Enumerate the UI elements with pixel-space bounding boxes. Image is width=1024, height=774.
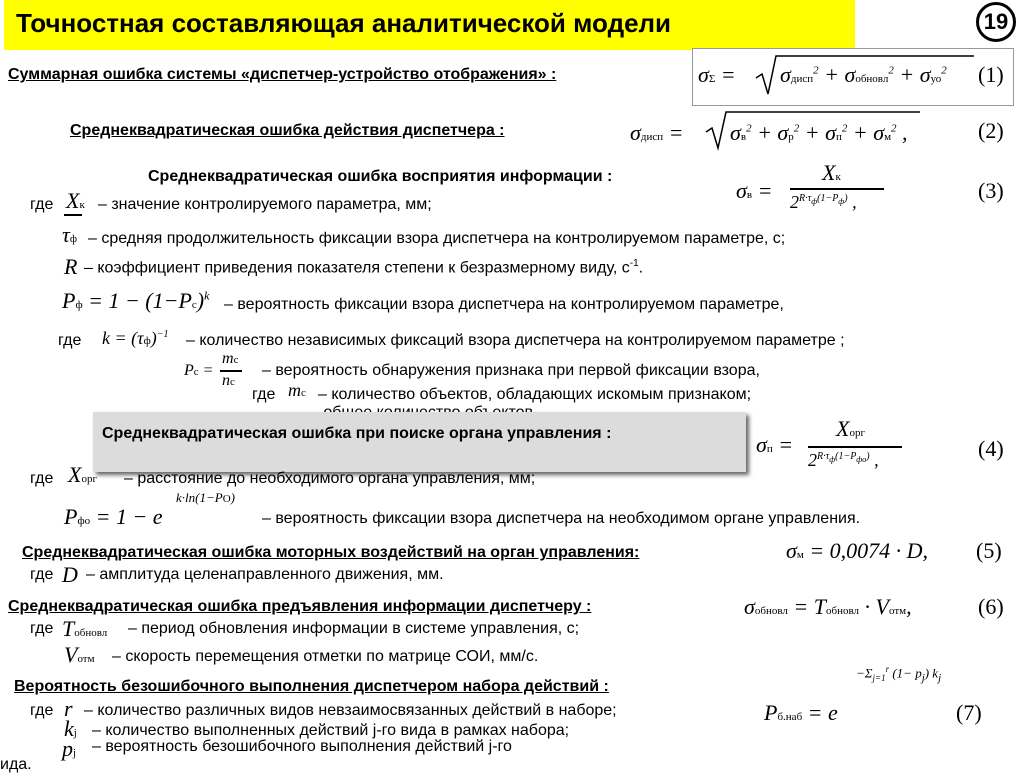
symbol-D: D [62, 562, 78, 587]
eq-number-4: (4) [978, 436, 1004, 461]
symbol-R: R [64, 254, 78, 279]
eq-number-7: (7) [956, 700, 982, 725]
where-label-7: где [30, 702, 54, 719]
symbol-kj: kj [64, 716, 77, 741]
page-title: Точностная составляющая аналитической модели [16, 8, 672, 38]
def-pj-tail: ида. [0, 756, 32, 773]
def-tau: – средняя продолжительность фиксации взора диспетчера на контролируемом параметре, с; [88, 230, 786, 247]
heading-total-error: Суммарная ошибка системы «диспетчер-устройство отображения» : [8, 66, 557, 83]
def-Xorg: – расстояние до необходимого органа управления, мм; [124, 470, 536, 487]
formula-4-den: $2^{R\cdot\tau_ф(1-P_{фо})}$ , [808, 450, 879, 470]
heading-dispatcher-error: Среднеквадратическая ошибка действия диспетчера : [70, 122, 505, 139]
formula-7: Pб.наб = e [764, 700, 838, 725]
symbol-tau: τф [62, 222, 78, 247]
where-label-3: где [252, 386, 276, 403]
def-r: – количество различных видов невзаимосвязанных действий в наборе; [84, 702, 617, 719]
formula-Pc: Pс = [184, 362, 214, 379]
formula-4-num: Xорг [836, 416, 865, 441]
formula-7-exp: $-\Sigma_{j=1}^r$ $(1- p_j)$ $k_j$ [856, 664, 942, 684]
heading-success-probability: Вероятность безошибочного выполнения диспетчером набора действий : [14, 678, 609, 695]
symbol-T: Tобновл [62, 616, 108, 641]
def-R-text: – коэффициент приведения показателя степени к безразмерному виду, с [84, 259, 630, 277]
formula-Pf: Pф = $1 - (1-Pс)^k$ [62, 288, 210, 313]
formula-Pc-num: mс [222, 350, 239, 367]
formula-1: σΣ = [698, 62, 736, 87]
heading-motor-error: Среднеквадратическая ошибка моторных воздействий на орган управления: [22, 544, 640, 561]
heading-perception-error: Среднеквадратическая ошибка восприятия информации : [148, 168, 613, 185]
formula-4: σп = [756, 432, 794, 457]
eq-number-1: (1) [978, 62, 1004, 87]
symbol-r: r [64, 696, 73, 721]
heading-presentation-error: Среднеквадратическая ошибка предъявления информации диспетчеру : [8, 598, 592, 615]
symbol-pj: pj [62, 736, 77, 761]
overline [64, 214, 82, 216]
heading-search-error: Среднеквадратическая ошибка при поиске органа управления : [102, 425, 612, 442]
def-T: – период обновления информации в системе управления, с; [128, 620, 580, 637]
def-pj: – вероятность безошибочного выполнения действий j-го [92, 738, 512, 755]
formula-2: σдисп = [630, 120, 684, 145]
symbol-mc: mс [288, 380, 306, 400]
where-label-5: где [30, 566, 54, 583]
formula-3-den: $2^{R\cdot\tau_ф(1-P_ф)}$ , [790, 192, 857, 212]
formula-1-body: σдисп$^2$ + σобновл$^2$ + σуо$^2$ [780, 62, 947, 87]
def-V: – скорость перемещения отметки по матрице СОИ, мм/с. [112, 648, 539, 665]
formula-Pfo: Pфо = 1 − e [64, 504, 163, 529]
def-Pf: – вероятность фиксации взора диспетчера на контролируемом параметре, [224, 296, 784, 313]
def-D: – амплитуда целенаправленного движения, мм. [86, 566, 444, 583]
formula-2-body: $\sigma в^2 + \sigma р^2 + \sigma п^2 + \sigma м^2$ , [730, 120, 908, 145]
formula-k: $k = (\tau ф)^{-1}$ [102, 328, 169, 348]
def-k: – количество независимых фиксаций взора диспетчера на контролируемом параметре ; [186, 332, 845, 349]
symbol-Xorg: Xорг [68, 462, 97, 487]
def-Pfo: – вероятность фиксации взора диспетчера на необходимом органе управления. [262, 510, 861, 527]
def-kj: – количество выполненных действий j-го вида в рамках набора; [92, 722, 570, 739]
where-label: где [30, 196, 54, 213]
formula-6: σобновл = Tобновл · Vотм, [744, 594, 912, 619]
def-R: – коэффициент приведения показателя степени к безразмерному виду, $с^{-1}$. [84, 258, 644, 277]
eq-number-3: (3) [978, 178, 1004, 203]
formula-5: σм = 0,0074 · D, [786, 538, 929, 563]
formula-3-num: Xк [822, 160, 841, 185]
def-Xk: – значение контролируемого параметра, мм; [98, 196, 432, 213]
formula-Pc-den: nс [222, 372, 235, 389]
where-label-6: где [30, 620, 54, 637]
eq-number-2: (2) [978, 118, 1004, 143]
def-mc: – количество объектов, обладающих искомым признаком; [318, 386, 752, 403]
symbol-V: Vотм [64, 642, 95, 667]
formula-Pfo-exp: k·ln(1−PO) [176, 490, 235, 505]
page-number-badge: 19 [976, 2, 1016, 42]
eq-number-5: (5) [976, 538, 1002, 563]
eq-number-6: (6) [978, 594, 1004, 619]
where-label-2: где [58, 332, 82, 349]
formula-3: σв = [736, 178, 773, 203]
def-Pc: – вероятность обнаружения признака при первой фиксации взора, [262, 362, 760, 379]
symbol-Xk: Xк [66, 188, 85, 213]
where-label-4: где [30, 470, 54, 487]
